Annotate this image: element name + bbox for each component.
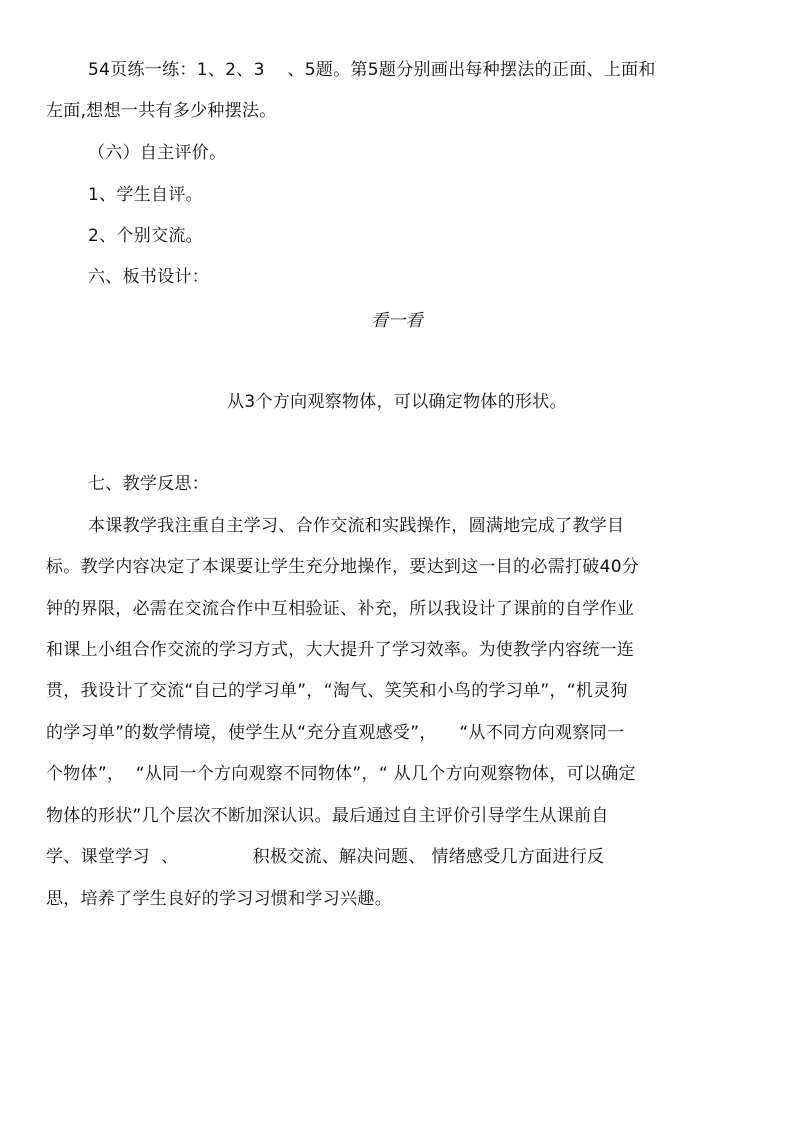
reflection-line: 思，培养了学生良好的学习习惯和学习兴趣。 (46, 889, 392, 909)
reflection-line: 和课上小组合作交流的学习方式，大大提升了学习效率。为使教学内容统一连 (46, 640, 635, 660)
reflection-heading: 七、教学反思： (88, 474, 210, 494)
exercise-line-2: 左面,想想一共有多少种摆法。 (46, 101, 277, 121)
reflection-line: 本课教学我注重自主学习、合作交流和实践操作，圆满地完成了教学目 (88, 516, 625, 536)
reflection-line: 的学习单”的数学情境，使学生从“充分直观感受”， “从不同方向观察同一 (46, 723, 625, 743)
reflection-line: 个物体”， “从同一个方向观察不同物体”，“ 从几个方向观察物体，可以确定 (46, 764, 636, 784)
reflection-line: 钟的界限，必需在交流合作中互相验证、补充，所以我设计了课前的自学作业 (46, 599, 635, 619)
reflection-line: 标。教学内容决定了本课要让学生充分地操作，要达到这一目的必需打破40分 (46, 557, 640, 577)
self-evaluation-item-1: 1、学生自评。 (88, 185, 203, 205)
board-design-heading: 六、板书设计： (88, 267, 210, 287)
reflection-line: 贯，我设计了交流“自己的学习单”，“淘气、笑笑和小鸟的学习单”，“机灵狗 (46, 681, 628, 701)
self-evaluation-heading: （六）自主评价。 (88, 143, 227, 163)
board-design-content: 从3个方向观察物体，可以确定物体的形状。 (227, 392, 567, 412)
board-design-title: 看一看 (371, 311, 423, 331)
exercise-line-1: 54页练一练：1、2、3 、5题。第5题分别画出每种摆法的正面、上面和 (88, 60, 656, 80)
reflection-line: 学、课堂学习 、 积极交流、解决问题、 情绪感受几方面进行反 (46, 847, 605, 867)
self-evaluation-item-2: 2、个别交流。 (88, 226, 203, 246)
reflection-line: 物体的形状”几个层次不断加深认识。最后通过自主评价引导学生从课前自 (46, 806, 609, 826)
